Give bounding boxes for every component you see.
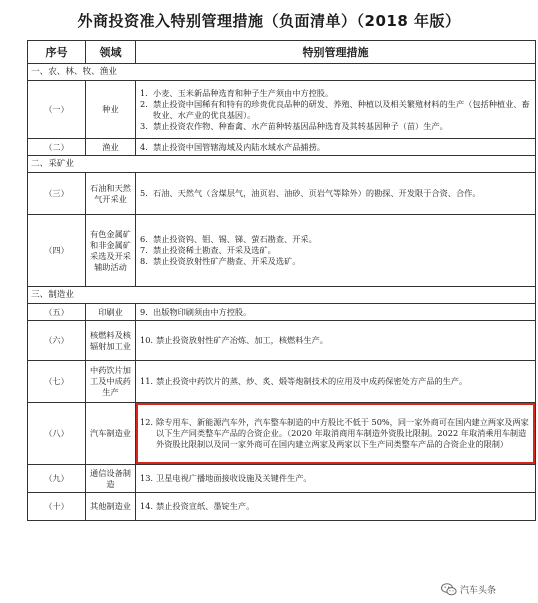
measure-item xyxy=(140,501,531,512)
section-title: 一、农、林、牧、渔业 xyxy=(28,64,536,81)
row-number: （五） xyxy=(28,304,86,321)
header-no: 序号 xyxy=(28,41,86,64)
row-measures xyxy=(136,139,536,156)
measure-number: 12. xyxy=(140,417,154,427)
watermark xyxy=(441,583,496,596)
row-measures xyxy=(136,81,536,139)
measure-number: 7. xyxy=(140,245,148,255)
measure-item xyxy=(140,245,531,256)
row-measures xyxy=(136,321,536,361)
section-title: 二、采矿业 xyxy=(28,156,536,173)
row-field: 其他制造业 xyxy=(86,493,136,521)
row-number: （四） xyxy=(28,215,86,287)
measure-item xyxy=(140,99,531,121)
measure-text: 卫星电视广播地面接收设施及关键件生产。 xyxy=(156,473,312,483)
measure-number: 13. xyxy=(140,473,154,483)
table-row xyxy=(28,173,536,215)
row-number: （一） xyxy=(28,81,86,139)
measure-item xyxy=(140,234,531,245)
measure-number: 4. xyxy=(140,141,148,152)
measure-text: 出版物印刷须由中方控股。 xyxy=(153,306,252,317)
row-field: 汽车制造业 xyxy=(86,403,136,465)
measure-number: 6. xyxy=(140,234,148,244)
section-row xyxy=(28,156,536,173)
measure-text: 禁止投资放射性矿产冶炼、加工，核燃料生产。 xyxy=(156,335,328,345)
table-row xyxy=(28,304,536,321)
row-number: （七） xyxy=(28,361,86,403)
measure-item xyxy=(140,376,531,387)
table-header-row xyxy=(28,41,536,64)
measure-number: 8. xyxy=(140,256,148,266)
row-measures xyxy=(136,403,536,465)
row-measures xyxy=(136,465,536,493)
measure-number: 3. xyxy=(140,120,148,131)
table-row xyxy=(28,139,536,156)
table-row xyxy=(28,403,536,465)
row-measures xyxy=(136,173,536,215)
measure-item xyxy=(140,188,531,199)
table-row xyxy=(28,215,536,287)
table-row xyxy=(28,493,536,521)
measure-number: 10. xyxy=(140,335,154,345)
watermark-label: 汽车头条 xyxy=(460,586,497,596)
measure-item xyxy=(140,256,531,267)
row-measures xyxy=(136,304,536,321)
measure-item xyxy=(140,88,531,99)
row-field: 通信设备制造 xyxy=(86,465,136,493)
row-number: （八） xyxy=(28,403,86,465)
measure-item xyxy=(140,335,531,346)
row-measures xyxy=(136,361,536,403)
measure-item xyxy=(140,121,531,132)
table-row xyxy=(28,465,536,493)
page-title: 外商投资准入特别管理措施（负面清单）（2018 年版） xyxy=(77,12,461,30)
measure-number: 1. xyxy=(140,87,148,98)
row-field: 渔业 xyxy=(86,139,136,156)
row-field: 核燃料及核辐射加工业 xyxy=(86,321,136,361)
measure-item xyxy=(140,142,531,153)
section-title: 三、制造业 xyxy=(28,287,536,304)
row-field: 有色金属矿和非金属矿采选及开采辅助活动 xyxy=(86,215,136,287)
row-number: （三） xyxy=(28,173,86,215)
measure-text: 禁止投资中国稀有和特有的珍贵优良品种的研发、养殖、种植以及相关繁殖材料的生产（包括种植业、畜牧业、水产业的优良基因）。 xyxy=(153,98,530,120)
measure-number: 11. xyxy=(140,376,154,386)
measure-text: 禁止投资钨、钼、锡、锑、萤石勘查、开采。 xyxy=(153,234,317,244)
measure-number: 9. xyxy=(140,306,148,317)
measure-text: 禁止投资中药饮片的蒸、炒、炙、煅等炮制技术的应用及中成药保密处方产品的生产。 xyxy=(156,376,468,386)
row-number: （六） xyxy=(28,321,86,361)
header-field: 领域 xyxy=(86,41,136,64)
measure-text: 石油、天然气（含煤层气，油页岩、油砂、页岩气等除外）的勘探、开发限于合资、合作。 xyxy=(153,188,481,198)
table-row xyxy=(28,361,536,403)
measure-text: 禁止投资宣纸、墨锭生产。 xyxy=(156,501,255,511)
measure-number: 5. xyxy=(140,188,148,198)
wechat-icon xyxy=(441,583,457,596)
row-number: （二） xyxy=(28,139,86,156)
row-number: （十） xyxy=(28,493,86,521)
row-field: 印刷业 xyxy=(86,304,136,321)
measure-text: 禁止投资中国管辖海域及内陆水域水产品捕捞。 xyxy=(153,141,325,152)
measure-item xyxy=(140,307,531,318)
measure-item xyxy=(140,417,531,450)
measure-item xyxy=(140,473,531,484)
negative-list-table xyxy=(27,40,536,521)
measure-number: 2. xyxy=(140,98,148,109)
measure-number: 14. xyxy=(140,501,154,511)
row-number: （九） xyxy=(28,465,86,493)
section-row xyxy=(28,287,536,304)
row-measures xyxy=(136,493,536,521)
measure-text: 禁止投资稀土勘查、开采及选矿。 xyxy=(153,245,276,255)
table-row xyxy=(28,81,536,139)
header-measures: 特别管理措施 xyxy=(136,41,536,64)
measure-text: 禁止投资农作物、种畜禽、水产苗种转基因品种选育及其转基因种子（苗）生产。 xyxy=(153,120,448,131)
row-field: 石油和天然气开采业 xyxy=(86,173,136,215)
row-measures xyxy=(136,215,536,287)
measure-text: 禁止投资放射性矿产勘查、开采及选矿。 xyxy=(153,256,301,266)
table-row xyxy=(28,321,536,361)
measure-text: 小麦、玉米新品种选育和种子生产须由中方控股。 xyxy=(153,87,334,98)
measure-text: 除专用车、新能源汽车外，汽车整车制造的中方股比不低于 50%，同一家外商可在国内建立两家及两家以下生产同类整车产品的合资企业。（2020 年取消商用车制造外资股比限制。2022 年取消乘用车制造外资股比限制以及同一家外商可在国内建立两家及两家以下生产同类整车产品的合资企业的限制） xyxy=(156,417,529,449)
row-field: 中药饮片加工及中成药生产 xyxy=(86,361,136,403)
section-row xyxy=(28,64,536,81)
row-field: 种业 xyxy=(86,81,136,139)
